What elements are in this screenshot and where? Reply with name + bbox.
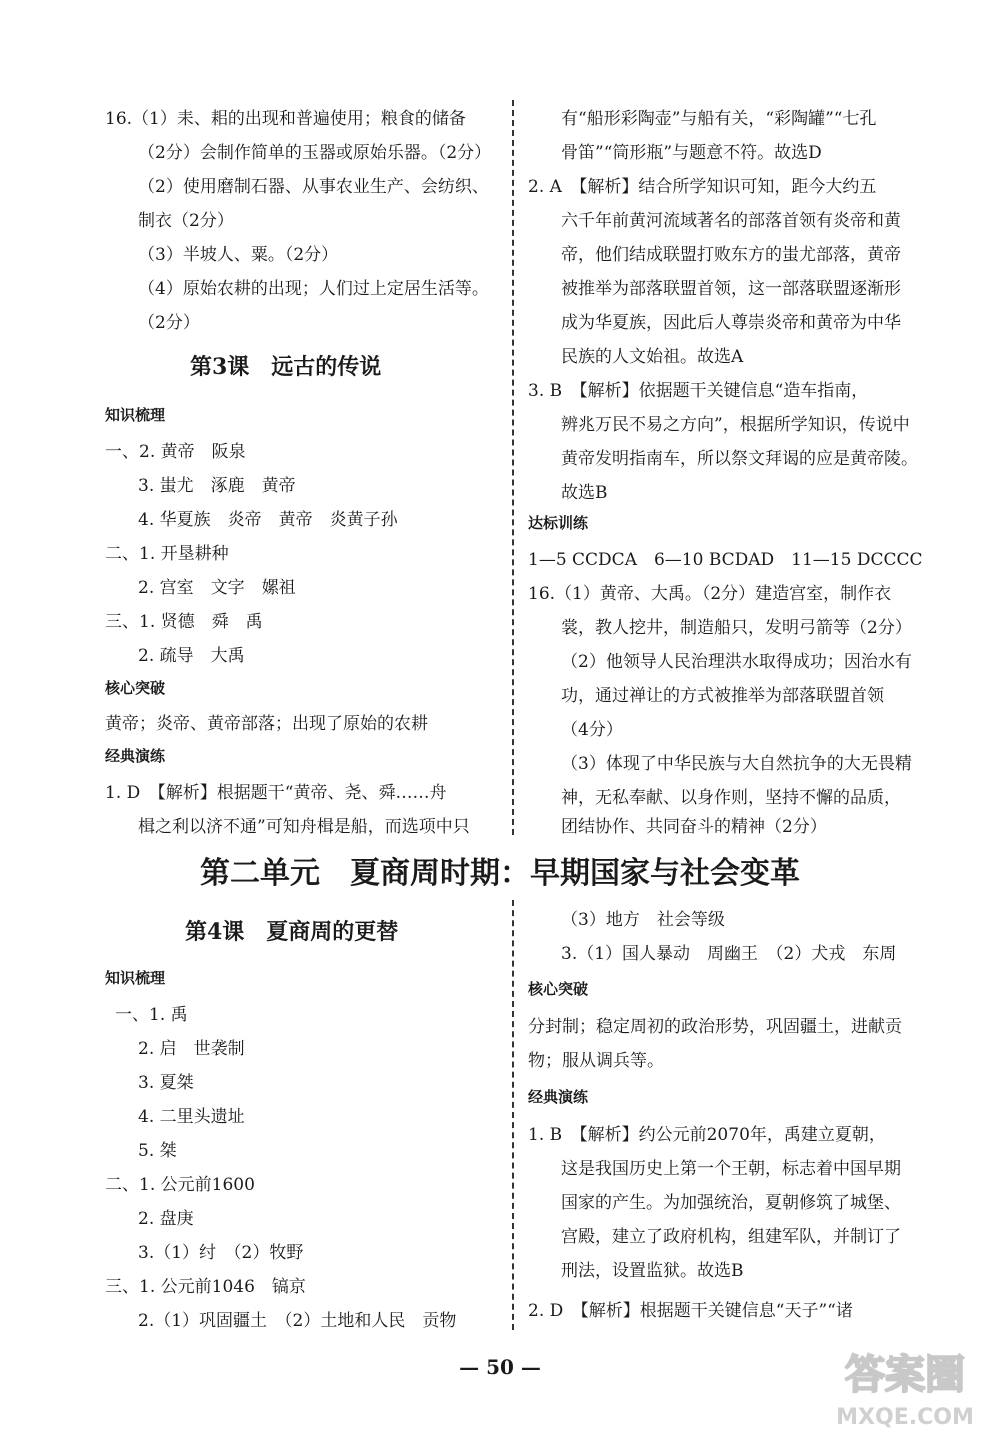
- svg-text:MXQE.COM: MXQE.COM: [836, 1405, 974, 1430]
- tr-q2-line: 2. A 【解析】结合所学知识可知，距今大约五: [528, 177, 877, 197]
- section-heading-hxtp: 核心突破: [105, 679, 166, 697]
- tr-q16-line: （2）他领导人民治理洪水取得成功；因治水有: [561, 652, 912, 672]
- tr-q2-line: 成为华夏族，因此后人尊崇炎帝和黄帝为中华: [561, 313, 901, 333]
- zsl-item: 2. 宫室 文字 嫘祖: [138, 578, 296, 598]
- unit-title: 第二单元 夏商周时期：早期国家与社会变革: [200, 856, 800, 891]
- zsl-item: 4. 华夏族 炎帝 黄帝 炎黄子孙: [138, 510, 398, 530]
- tr-q16-line: 神，无私奉献、以身作则，坚持不懈的品质，: [561, 788, 901, 808]
- lesson-title-4: 第4课 夏商周的更替: [185, 919, 399, 945]
- br-cont-line: （3）地方 社会等级: [561, 910, 725, 930]
- zsl-item: 二、1. 公元前1600: [105, 1175, 255, 1195]
- zsl-item: 二、1. 开垦耕种: [105, 544, 229, 564]
- br-q2-line: 2. D 【解析】根据题干关键信息“天子”“诸: [528, 1301, 853, 1321]
- tr-q2-line: 民族的人文始祖。故选A: [561, 347, 744, 367]
- tl-q16-line: 16.（1）耒、耜的出现和普遍使用；粮食的储备: [105, 109, 466, 129]
- tr-q16-line: 裳，教人挖井，制造船只，发明弓箭等（2分）: [561, 618, 912, 638]
- tr-q2-line: 被推举为部落联盟首领，这一部落联盟逐渐形: [561, 279, 901, 299]
- tr-q3-line: 黄帝发明指南车，所以祭文拜谒的应是黄帝陵。: [561, 449, 918, 469]
- zsl-item: 三、1. 公元前1046 镐京: [105, 1277, 306, 1297]
- section-heading-zsl: 知识梳理: [105, 406, 166, 424]
- hxtp-text: 黄帝；炎帝、黄帝部落；出现了原始的农耕: [105, 714, 428, 734]
- zsl-item: 2. 盘庚: [138, 1209, 194, 1229]
- section-heading-zsl: 知识梳理: [105, 969, 166, 987]
- jdyl-line: 楫之利以济不通”可知舟楫是船，而选项中只: [138, 817, 470, 837]
- tl-q16-line: （2分）: [138, 313, 200, 333]
- zsl-item: 2.（1）巩固疆土 （2）土地和人民 贡物: [138, 1311, 457, 1331]
- tl-q16-line: 制衣（2分）: [138, 211, 234, 231]
- tr-q16-line: （4分）: [561, 720, 623, 740]
- tl-q16-line: （2分）会制作简单的玉器或原始乐器。（2分）: [138, 143, 492, 163]
- br-cont-line: 3.（1）国人暴动 周幽王 （2）犬戎 东周: [561, 944, 897, 964]
- hxtp-line: 分封制；稳定周初的政治形势，巩固疆土，进献贡: [528, 1017, 902, 1037]
- zsl-item: 3.（1）纣 （2）牧野: [138, 1243, 304, 1263]
- tr-q16-line: 16.（1）黄帝、大禹。（2分）建造宫室，制作衣: [528, 584, 892, 604]
- watermark-logo: [820, 1340, 990, 1435]
- zsl-item: 5. 桀: [138, 1141, 177, 1161]
- zsl-item: 一、2. 黄帝 阪泉: [105, 442, 246, 462]
- tr-cont-line: 有“船形彩陶壶”与船有关，“彩陶罐”“七孔: [561, 109, 877, 129]
- tr-q3-line: 故选B: [561, 483, 608, 503]
- tl-q16-line: （4）原始农耕的出现；人们过上定居生活等。: [138, 279, 489, 299]
- lesson-title-3: 第3课 远古的传说: [190, 354, 382, 380]
- answer-key: 1—5 CCDCA 6—10 BCDAD 11—15 DCCCC: [528, 550, 923, 570]
- br-q1-line: 宫殿，建立了政府机构，组建军队，并制订了: [561, 1227, 901, 1247]
- jdyl-line: 1. D 【解析】根据题干“黄帝、尧、舜……舟: [105, 783, 447, 803]
- tr-q3-line: 辨兆万民不易之方向”，根据所学知识，传说中: [561, 415, 910, 435]
- hxtp-line: 物；服从调兵等。: [528, 1051, 664, 1071]
- section-heading-hxtp: 核心突破: [528, 980, 589, 998]
- tl-q16-line: （2）使用磨制石器、从事农业生产、会纺织、: [138, 177, 489, 197]
- tl-q16-line: （3）半坡人、粟。（2分）: [138, 245, 339, 265]
- zsl-item: 2. 疏导 大禹: [138, 646, 245, 666]
- zsl-item: 3. 蚩尤 涿鹿 黄帝: [138, 476, 296, 496]
- br-q1-line: 国家的产生。为加强统治，夏朝修筑了城堡、: [561, 1193, 901, 1213]
- column-divider-top: [512, 100, 514, 835]
- tr-q2-line: 六千年前黄河流域著名的部落首领有炎帝和黄: [561, 211, 901, 231]
- tr-cont-line: 骨笛”“筒形瓶”与题意不符。故选D: [561, 143, 822, 163]
- tr-q3-line: 3. B 【解析】依据题干关键信息“造车指南，: [528, 381, 869, 401]
- page-number: — 50 —: [459, 1355, 541, 1379]
- br-q1-line: 这是我国历史上第一个王朝，标志着中国早期: [561, 1159, 901, 1179]
- section-heading-jdyl: 经典演练: [528, 1088, 589, 1106]
- zsl-item: 2. 启 世袭制: [138, 1039, 245, 1059]
- tr-q2-line: 帝，他们结成联盟打败东方的蚩尤部落，黄帝: [561, 245, 901, 265]
- column-divider-bottom: [512, 900, 514, 1330]
- zsl-item: 一、1. 禹: [115, 1005, 188, 1025]
- tr-q16-line: （3）体现了中华民族与大自然抗争的大无畏精: [561, 754, 912, 774]
- zsl-item: 3. 夏桀: [138, 1073, 194, 1093]
- zsl-item: 4. 二里头遗址: [138, 1107, 245, 1127]
- tr-q16-line: 功，通过禅让的方式被推举为部落联盟首领: [561, 686, 884, 706]
- tr-q16-line: 团结协作、共同奋斗的精神（2分）: [561, 817, 827, 837]
- svg-text:答案圈: 答案圈: [845, 1352, 965, 1398]
- section-heading-dbxl: 达标训练: [528, 514, 589, 532]
- zsl-item: 三、1. 贤德 舜 禹: [105, 612, 263, 632]
- section-heading-jdyl: 经典演练: [105, 747, 166, 765]
- br-q1-line: 刑法，设置监狱。故选B: [561, 1261, 744, 1281]
- br-q1-line: 1. B 【解析】约公元前2070年，禹建立夏朝，: [528, 1125, 886, 1145]
